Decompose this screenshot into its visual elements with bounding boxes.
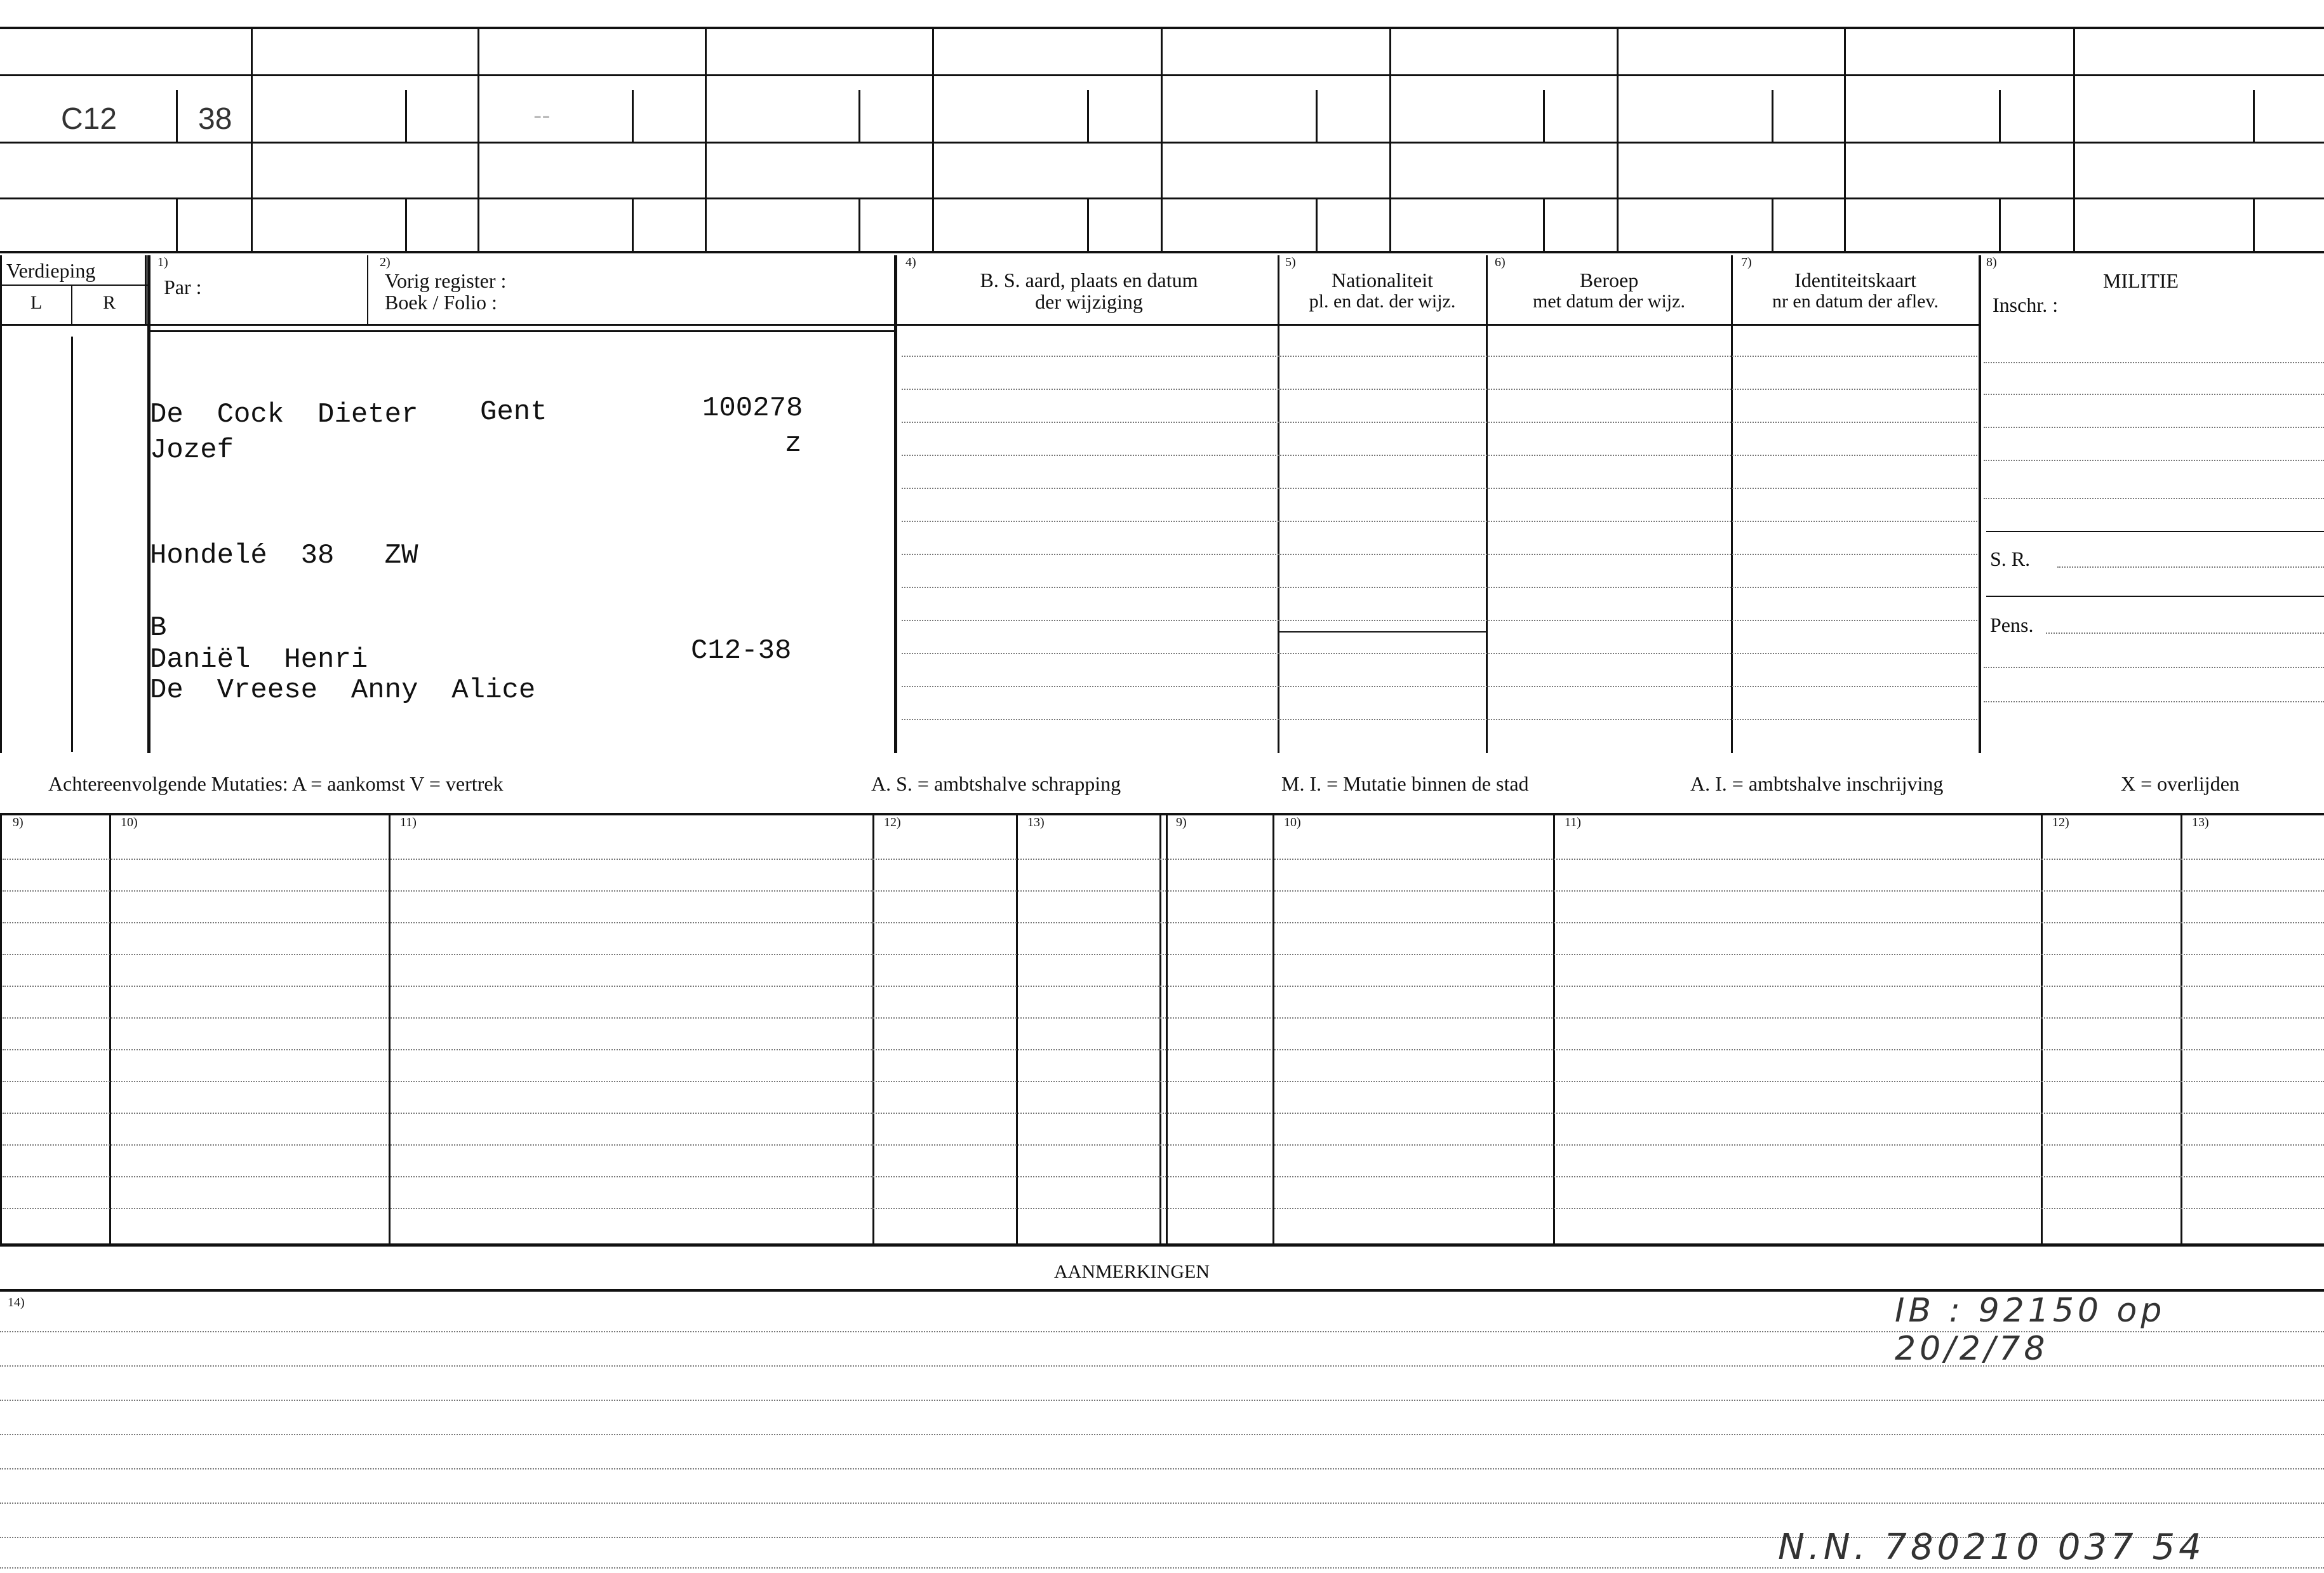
person-mother: De Vreese Anny Alice [150,674,536,706]
col7-line1: Identiteitskaart [1794,269,1916,291]
mut-col-10b: 10) [1284,815,1301,829]
remarks-nn: N.N. 780210 037 54 [1778,1527,2205,1568]
remarks-num: 14) [8,1295,25,1309]
mut-col-9b: 9) [1176,815,1187,829]
col6-line1: Beroep [1579,269,1639,291]
col2-line1: Vorig register : [385,269,507,292]
person-birthplace: Gent [480,396,547,428]
legend-x: X = overlijden [2121,772,2240,795]
legend-as: A. S. = ambtshalve schrapping [871,772,1121,795]
faint-mark: -- [533,102,551,130]
person-name: De Cock Dieter [150,399,418,431]
person-birthdate: 100278 [702,392,803,424]
col4-line1: B. S. aard, plaats en datum [980,269,1198,291]
mut-col-12: 12) [884,815,901,829]
mut-col-11: 11) [400,815,417,829]
militie-sr: S. R. [1990,547,2031,570]
col2-line2: Boek / Folio : [385,291,497,314]
col6-line2: met datum der wijz. [1533,291,1685,312]
legend-ai: A. I. = ambtshalve inschrijving [1690,772,1944,795]
person-father: Daniël Henri [150,644,368,676]
block-code: C12 [61,102,117,136]
col4-line2: der wijziging [1035,290,1143,313]
person-line-b: B [150,612,167,644]
person-second-name: Jozef [150,434,234,466]
col1-num: 1) [157,255,168,269]
col1-label: Par : [164,276,202,298]
col5-num: 5) [1285,255,1296,269]
remarks-ib: IB : 92150 op 20/2/78 [1895,1292,2166,1368]
person-sex: z [785,428,802,460]
person-ref: C12-38 [691,635,792,667]
col5-line1: Nationaliteit [1332,269,1433,291]
col7-num: 7) [1741,255,1752,269]
militie-inschr: Inschr. : [1993,293,2059,316]
floor-left-label: L [30,292,43,313]
person-address: Hondelé 38 ZW [150,540,418,572]
mut-col-11b: 11) [1565,815,1581,829]
mut-col-13: 13) [1027,815,1045,829]
remarks-title: AANMERKINGEN [1054,1261,1210,1282]
col2-num: 2) [380,255,391,269]
col4-num: 4) [905,255,916,269]
col6-num: 6) [1495,255,1506,269]
mut-col-12b: 12) [2052,815,2069,829]
mut-col-10: 10) [121,815,138,829]
militie-pens: Pens. [1990,613,2034,636]
legend-mi: M. I. = Mutatie binnen de stad [1281,772,1529,795]
col8-num: 8) [1986,255,1997,269]
col7-line2: nr en datum der aflev. [1772,291,1939,312]
mut-col-9: 9) [13,815,23,829]
militie-title: MILITIE [2103,269,2179,292]
col5-line2: pl. en dat. der wijz. [1309,291,1456,312]
mut-col-13b: 13) [2192,815,2209,829]
block-number: 38 [198,102,232,136]
floor-right-label: R [103,292,116,313]
legend-mutaties: Achtereenvolgende Mutaties: A = aankomst V = vertrek [48,772,504,795]
verdieping-label: Verdieping [6,259,96,282]
